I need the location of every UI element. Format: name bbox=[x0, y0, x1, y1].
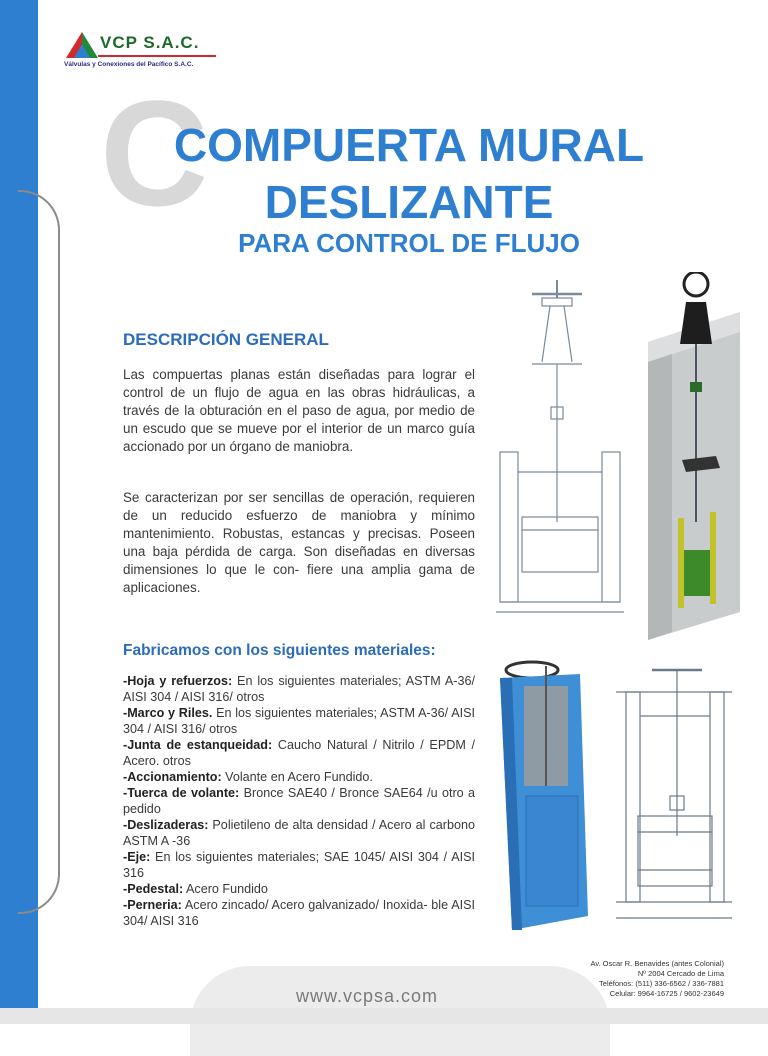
list-item: -Tuerca de volante: Bronce SAE40 / Bronce SAE64 /u otro a pedido bbox=[123, 786, 475, 816]
decor-letter: C bbox=[100, 69, 209, 237]
address-line: Nº 2004 Cercado de Lima bbox=[637, 969, 724, 978]
description-paragraph-2: Se caracterizan por ser sencillas de operación, requieren de un reducido esfuerzo de maniobra y mínimo mantenimiento. Robustas, estancas y precisas. Poseen una baja pérdida de carga. Son diseñadas en diversas dimensiones lo que le con- fiere una amplia gama de aplicaciones. bbox=[123, 490, 475, 595]
address-line: Teléfonos: (511) 336-6562 / 336-7881 bbox=[599, 979, 724, 988]
gate-render-blue bbox=[492, 656, 592, 934]
materials-list bbox=[123, 673, 475, 929]
brand-name: VCP S.A.C. bbox=[100, 33, 200, 52]
gate-render-wall bbox=[642, 272, 742, 640]
brand-underline bbox=[98, 55, 216, 57]
list-item: -Junta de estanqueidad: Caucho Natural / Nitrilo / EPDM / Acero. otros bbox=[123, 738, 475, 768]
address-line: Celular: 9964-16725 / 9602-23649 bbox=[609, 989, 724, 998]
description-heading: DESCRIPCIÓN GENERAL bbox=[123, 330, 329, 349]
gate-drawing-elevation bbox=[612, 656, 736, 932]
page-title-line1: COMPUERTA MURAL bbox=[173, 119, 645, 171]
website-url[interactable]: www.vcpsa.com bbox=[296, 986, 439, 1006]
list-item: -Pedestal: Acero Fundido bbox=[123, 882, 268, 896]
list-item: -Accionamiento: Volante en Acero Fundido. bbox=[123, 770, 373, 784]
brand-tagline: Válvulas y Conexiones del Pacífico S.A.C. bbox=[64, 61, 194, 68]
page-subtitle: PARA CONTROL DE FLUJO bbox=[238, 228, 580, 258]
list-item: -Hoja y refuerzos: En los siguientes materiales; ASTM A-36/ AISI 304 / AISI 316/ otros bbox=[123, 674, 475, 704]
footer-bar bbox=[0, 1008, 768, 1024]
address-line: Av. Oscar R. Benavides (antes Colonial) bbox=[590, 959, 724, 968]
logo-icon bbox=[64, 30, 100, 60]
list-item: -Deslizaderas: Polietileno de alta densidad / Acero al carbono ASTM A -36 bbox=[123, 818, 475, 848]
contact-address bbox=[590, 959, 724, 999]
decorative-curve bbox=[18, 190, 60, 914]
list-item: -Perneria: Acero zincado/ Acero galvanizado/ Inoxida- ble AISI 304/ AISI 316 bbox=[123, 898, 475, 928]
gate-drawing-front bbox=[492, 272, 628, 620]
page-title-line2: DESLIZANTE bbox=[264, 176, 554, 228]
list-item: -Eje: En los siguientes materiales; SAE 1045/ AISI 304 / AISI 316 bbox=[123, 850, 475, 880]
materials-heading: Fabricamos con los siguientes materiales: bbox=[123, 642, 436, 659]
list-item: -Marco y Riles. En los siguientes materiales; ASTM A-36/ AISI 304 / AISI 316/ otros bbox=[123, 706, 476, 736]
description-paragraph-1: Las compuertas planas están diseñadas para lograr el control de un flujo de agua en las obras hidráulicas, a través de la obturación en el paso de agua, por medio de un escudo que se mueve por el interior de un marco guía accionado por un órgano de maniobra. bbox=[123, 367, 475, 454]
